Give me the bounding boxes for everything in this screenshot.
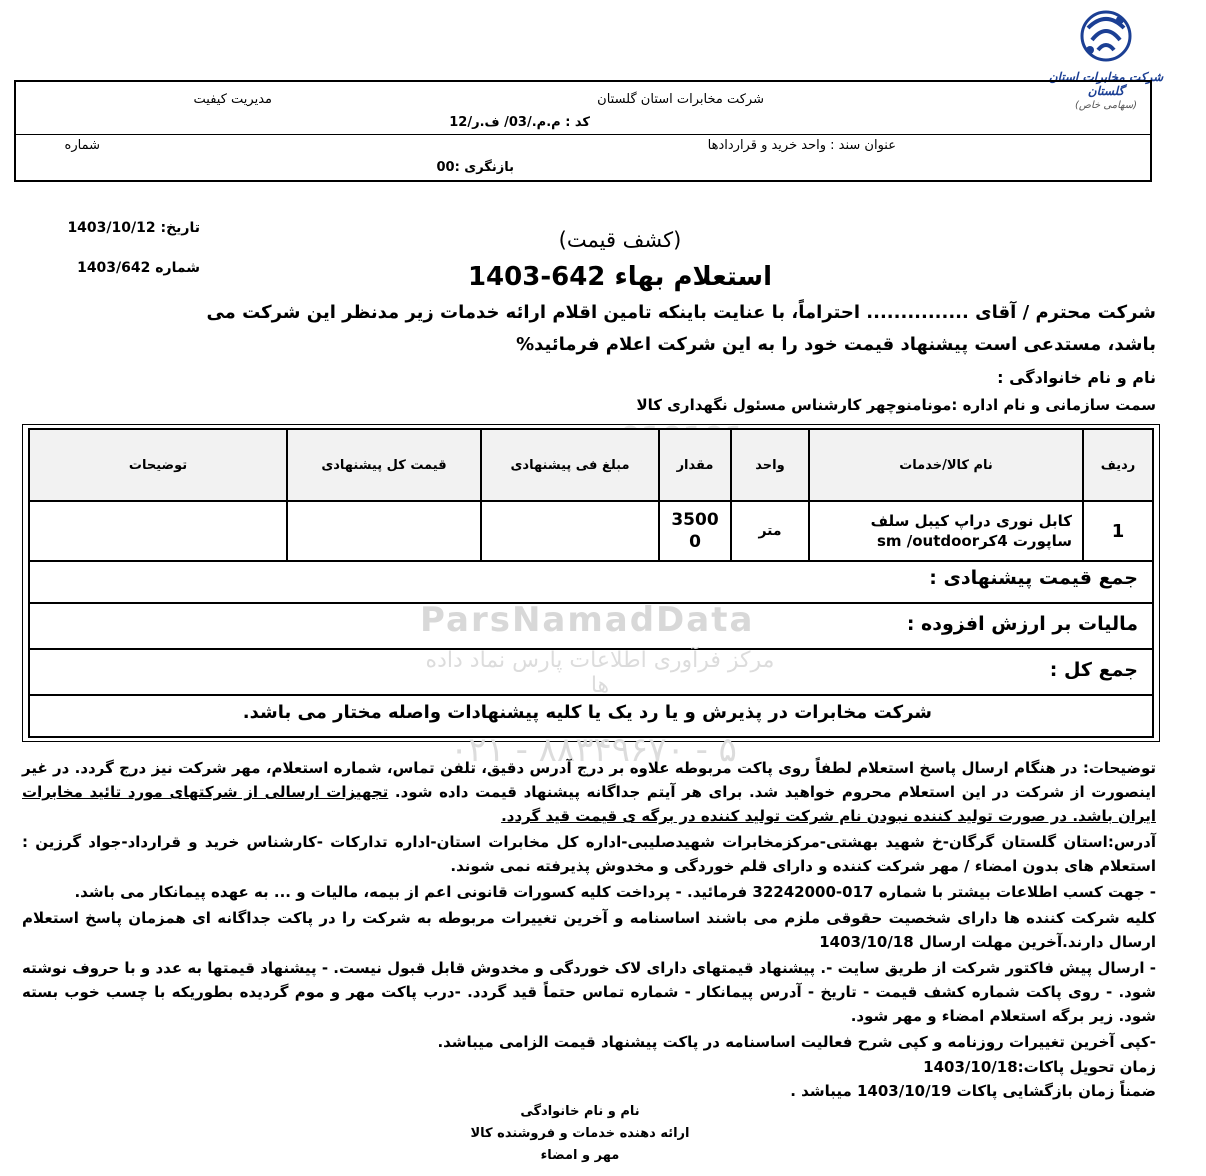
col-desc-header: توضیحات: [29, 429, 287, 501]
name-label: نام و نام خانوادگی :: [997, 368, 1156, 387]
cell-unit-price: [481, 501, 659, 561]
notes-paragraph-8: ضمناً زمان بازگشایی پاکات 1403/10/19 میباشد .: [790, 1082, 1156, 1100]
notes-paragraph-1: [22, 756, 1156, 828]
header-divider: [16, 134, 1150, 135]
header-department: مدیریت کیفیت: [193, 92, 272, 107]
notes-paragraph-5: - ارسال پیش فاکتور شرکت از طریق سایت -. پیشنهاد قیمتهای دارای لاک خوردگی و مخدوش قابل قبول نیست. - پیشنهاد قیمتها به عدد و با حروف نوشته شود. - روی پاکت شماره کشف قیمت - تاریخ - آدرس پیمانکار - شماره تماس حتماً قید گردد. -درب پاکت مهر و موم گردیده بطوریکه با چسب خوب بسته شود. زیر برگه استعلام امضاء و مهر شود.: [22, 959, 1156, 1025]
document-title: استعلام بهاء 642-1403: [467, 262, 773, 292]
vat-label: مالیات بر ارزش افزوده :: [906, 613, 1138, 635]
watermark-phone: ۰۲۱ - ۸۸۳۴۹۶۷۰ - ۵: [450, 730, 737, 770]
notes-paragraph-6: -کپی آخرین تغییرات روزنامه و کپی شرح فعالیت اساسنامه در پاکت پیشنهاد قیمت الزامی میباشد.: [437, 1033, 1156, 1051]
notes-paragraph-7: زمان تحویل پاکات:1403/10/18: [923, 1058, 1156, 1076]
header-revision: بازنگری :00: [436, 160, 514, 175]
cell-desc: [29, 501, 287, 561]
total-label: جمع کل :: [1049, 659, 1138, 681]
col-unit-price-header: مبلغ فی پیشنهادی: [481, 429, 659, 501]
document-subtitle: (کشف قیمت): [558, 228, 682, 252]
logo-company-name: شرکت مخابرات استان گلستان: [1048, 70, 1164, 98]
col-total-price-header: قیمت کل پیشنهادی: [287, 429, 481, 501]
col-item-header: نام کالا/خدمات: [809, 429, 1083, 501]
table-row: [29, 501, 1153, 561]
table-note: شرکت مخابرات در پذیرش و یا رد یک یا کلیه پیشنهادات واصله مختار می باشد.: [242, 702, 932, 723]
notes-paragraph-2: آدرس:استان گلستان گرگان-خ شهید بهشتی-مرکزمخابرات شهیدصلیبی-اداره کل مخابرات استان-اداره تدارکات -کارشناس خرید و قرارداد-جواد گرزین : استعلام های بدون امضاء / مهر شرکت کننده و دارای قلم خوردگی و مخدوش پذیرفته نمی شوند.: [22, 833, 1156, 875]
table-header-row: [29, 429, 1153, 501]
notes-p1a: توضیحات: در هنگام ارسال پاسخ استعلام لطفاً روی پاکت مربوطه علاوه بر درج آدرس دقیق، تلفن تماس، شماره استعلام، مهر شرکت نیز درج گردد. در غیر اینصورت از شرکت در این استعلام محروم خواهید شد. برای هر آیتم جداگانه پیشنهاد قیمت داده شود.: [22, 759, 1157, 801]
signature-role: ارائه دهنده خدمات و فروشنده کالا: [470, 1126, 690, 1141]
items-table: [28, 428, 1154, 562]
sum-label: جمع قیمت پیشنهادی :: [929, 567, 1138, 589]
header-doc-title: عنوان سند : واحد خرید و قراردادها: [707, 138, 896, 153]
watermark-brand: ParsNamadData: [420, 600, 755, 640]
notes-paragraph-3: - جهت کسب اطلاعات بیشتر با شماره 017-32242000 فرمائید. - پرداخت کلیه کسورات قانونی اعم از بیمه، مالیات و ... به عهده پیمانکار می باشد.: [74, 883, 1156, 901]
header-company: شرکت مخابرات استان گلستان: [597, 92, 764, 107]
cell-item: کابل نوری دراپ کیبل سلف ساپورت 4کرsm /outdoor: [809, 501, 1083, 561]
logo-subtitle: (سهامی خاص): [1074, 100, 1138, 111]
col-unit-header: واحد: [731, 429, 809, 501]
document-header-box: [14, 80, 1152, 182]
document-date: تاریخ: 1403/10/12: [67, 220, 200, 236]
notes-p1b: تجهیزات ارسالی از شرکتهای مورد تائید مخابرات ایران باشد. در صورت تولید کننده نبودن نام شرکت تولید کننده در برگه ی قیمت قید گردد.: [22, 783, 1156, 825]
signature-stamp: مهر و امضاء: [540, 1148, 620, 1163]
header-code: کد : م.م./03/ ف.ر/12: [449, 115, 590, 130]
col-qty-header: مقدار: [659, 429, 731, 501]
cell-qty: 35000: [659, 501, 731, 561]
sum-row: [28, 558, 1154, 604]
notes-paragraph-4: کلیه شرکت کننده ها دارای شخصیت حقوقی ملزم می باشند اساسنامه و آخرین تغییرات مربوطه به شرکت را در پاکت جداگانه ای همزمان پاسخ استعلام ارسال دارند.آخرین مهلت ارسال 1403/10/18: [22, 909, 1156, 951]
col-row-header: ردیف: [1083, 429, 1153, 501]
cell-unit: متر: [731, 501, 809, 561]
watermark-tagline: مرکز فرآوری اطلاعات پارس نماد داده ها: [425, 648, 775, 698]
intro-line-1: شرکت محترم / آقای ............... احتراماً، با عنایت باینکه تامین اقلام ارائه خدمات زیر مدنظر این شرکت می: [206, 302, 1156, 323]
cell-row: 1: [1083, 501, 1153, 561]
signature-name: نام و نام خانوادگی: [520, 1104, 640, 1119]
document-number: شماره 1403/642: [77, 260, 200, 276]
header-number-label: شماره: [64, 138, 100, 153]
position-line: سمت سازمانی و نام اداره :مونامنوچهر کارشناس مسئول نگهداری کالا: [636, 396, 1156, 414]
intro-line-2: باشد، مستدعی است پیشنهاد قیمت خود را به این شرکت اعلام فرمائید%: [516, 334, 1156, 355]
cell-total-price: [287, 501, 481, 561]
